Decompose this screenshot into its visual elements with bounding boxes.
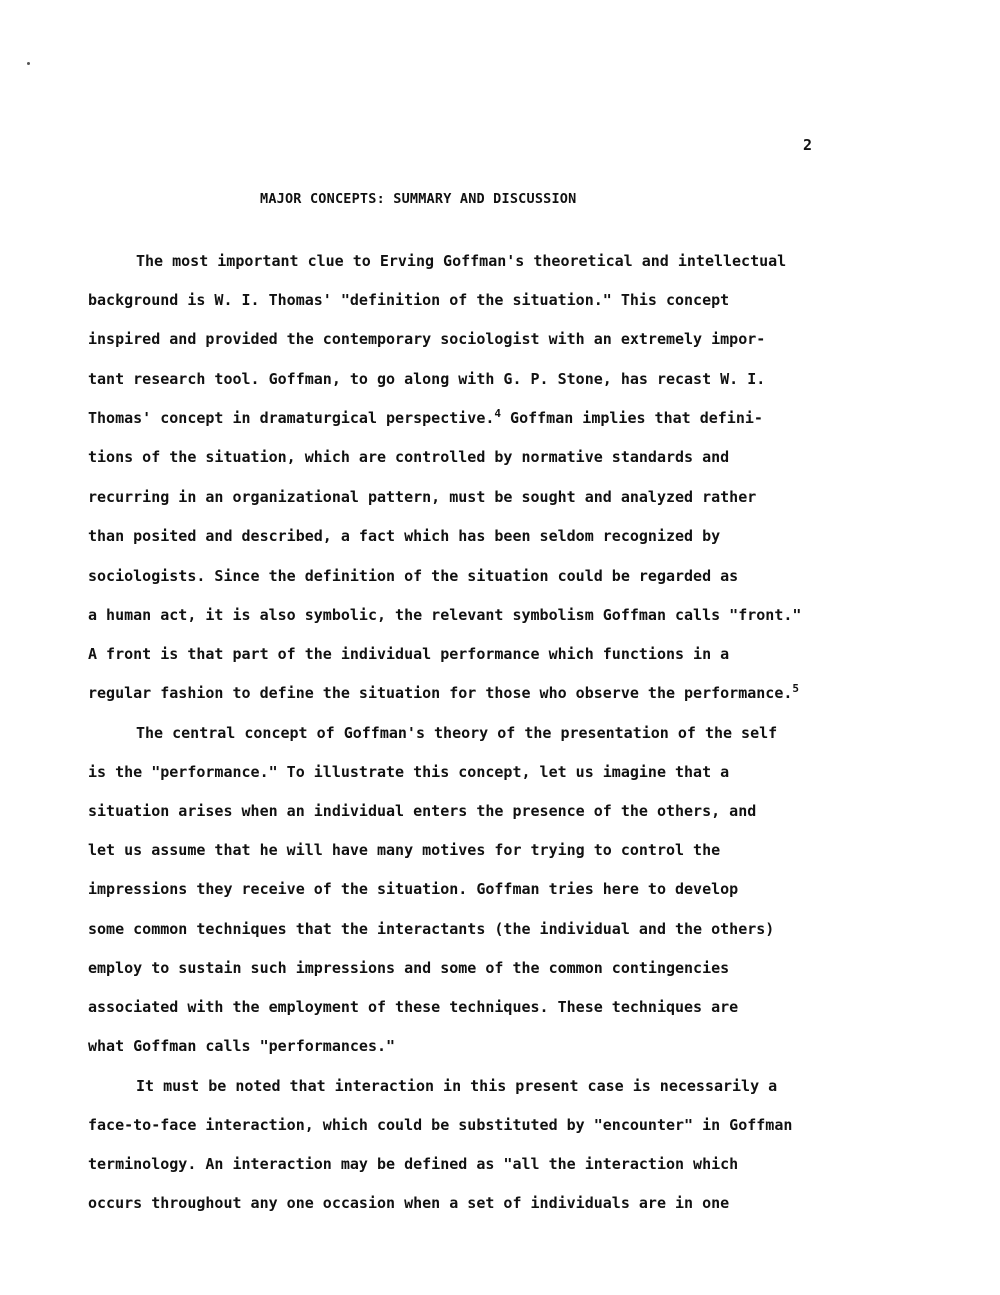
text-line: is the "performance." To illustrate this concept, let us imagine that a (88, 763, 730, 781)
page-number: 2 (803, 136, 813, 154)
text-line: impressions they receive of the situation. Goffman tries here to develop (88, 880, 739, 898)
text-line: recurring in an organizational pattern, must be sought and analyzed rather (88, 488, 757, 506)
text-line: employ to sustain such impressions and some of the common contingencies (88, 959, 730, 977)
text-line: face-to-face interaction, which could be substituted by "encounter" in Goffman (88, 1116, 793, 1134)
text-segment: Goffman implies that defini- (501, 409, 763, 427)
text-line: inspired and provided the contemporary sociologist with an extremely impor- (88, 330, 766, 348)
text-line: terminology. An interaction may be defined as "all the interaction which (88, 1155, 739, 1173)
text-line: associated with the employment of these techniques. These techniques are (88, 998, 739, 1016)
text-line: situation arises when an individual enters the presence of the others, and (88, 802, 757, 820)
section-heading: MAJOR CONCEPTS: SUMMARY AND DISCUSSION (260, 191, 577, 207)
text-line: The most important clue to Erving Goffman's theoretical and intellectual (136, 252, 787, 270)
text-line: what Goffman calls "performances." (88, 1037, 396, 1055)
text-line-with-footnote (88, 684, 799, 702)
text-segment: Thomas' concept in dramaturgical perspective. (88, 409, 495, 427)
text-line: tant research tool. Goffman, to go along with G. P. Stone, has recast W. I. (88, 370, 766, 388)
text-line: occurs throughout any one occasion when a set of individuals are in one (88, 1194, 730, 1212)
text-line: It must be noted that interaction in this present case is necessarily a (136, 1077, 778, 1095)
text-line: a human act, it is also symbolic, the relevant symbolism Goffman calls "front." (88, 606, 802, 624)
text-line: A front is that part of the individual performance which functions in a (88, 645, 730, 663)
text-line: than posited and described, a fact which has been seldom recognized by (88, 527, 721, 545)
scan-speck (27, 62, 30, 65)
text-line: tions of the situation, which are controlled by normative standards and (88, 448, 730, 466)
footnote-marker-5: 5 (792, 682, 800, 695)
text-line-with-footnote (88, 409, 763, 427)
footnote-marker-4: 4 (494, 407, 502, 420)
text-line: background is W. I. Thomas' "definition of the situation." This concept (88, 291, 730, 309)
text-line: let us assume that he will have many motives for trying to control the (88, 841, 721, 859)
text-line: some common techniques that the interactants (the individual and the others) (88, 920, 775, 938)
text-segment: regular fashion to define the situation for those who observe the performance. (88, 684, 793, 702)
text-line: The central concept of Goffman's theory of the presentation of the self (136, 724, 778, 742)
text-line: sociologists. Since the definition of the situation could be regarded as (88, 567, 739, 585)
